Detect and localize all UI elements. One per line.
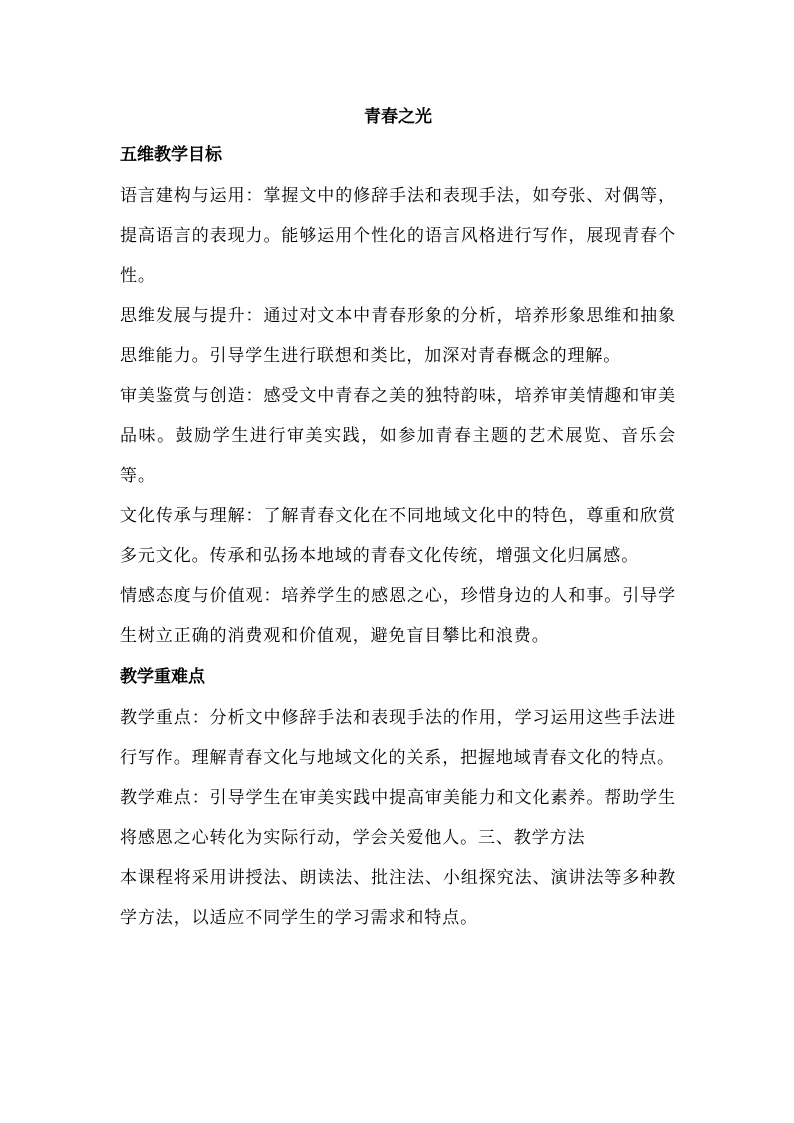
paragraph-thinking: 思维发展与提升：通过对文本中青春形象的分析，培养形象思维和抽象思维能力。引导学生进行联想和类比，加深对青春概念的理解。 <box>120 306 676 366</box>
paragraph-aesthetics: 审美鉴赏与创造：感受文中青春之美的独特韵味，培养审美情趣和审美品味。鼓励学生进行审美实践，如参加青春主题的艺术展览、音乐会等。 <box>120 386 676 486</box>
section-heading-key-points: 教学重难点 <box>120 667 205 687</box>
paragraph-values: 情感态度与价值观：培养学生的感恩之心，珍惜身边的人和事。引导学生树立正确的消费观和价值观，避免盲目攀比和浪费。 <box>120 586 676 646</box>
paragraph-language: 语言建构与运用：掌握文中的修辞手法和表现手法，如夸张、对偶等，提高语言的表现力。能够运用个性化的语言风格进行写作，展现青春个性。 <box>120 186 676 286</box>
document-title: 青春之光 <box>364 107 432 127</box>
paragraph-methods: 本课程将采用讲授法、朗读法、批注法、小组探究法、演讲法等多种教学方法，以适应不同学生的学习需求和特点。 <box>120 868 676 928</box>
section-heading-objectives: 五维教学目标 <box>120 145 222 165</box>
paragraph-key-point: 教学重点：分析文中修辞手法和表现手法的作用，学习运用这些手法进行写作。理解青春文化与地域文化的关系，把握地域青春文化的特点。 <box>120 708 676 768</box>
paragraph-culture: 文化传承与理解：了解青春文化在不同地域文化中的特色，尊重和欣赏多元文化。传承和弘扬本地域的青春文化传统，增强文化归属感。 <box>120 506 676 566</box>
paragraph-difficult-point: 教学难点：引导学生在审美实践中提高审美能力和文化素养。帮助学生将感恩之心转化为实际行动，学会关爱他人。三、教学方法 <box>120 788 676 848</box>
document-page <box>120 100 676 938</box>
